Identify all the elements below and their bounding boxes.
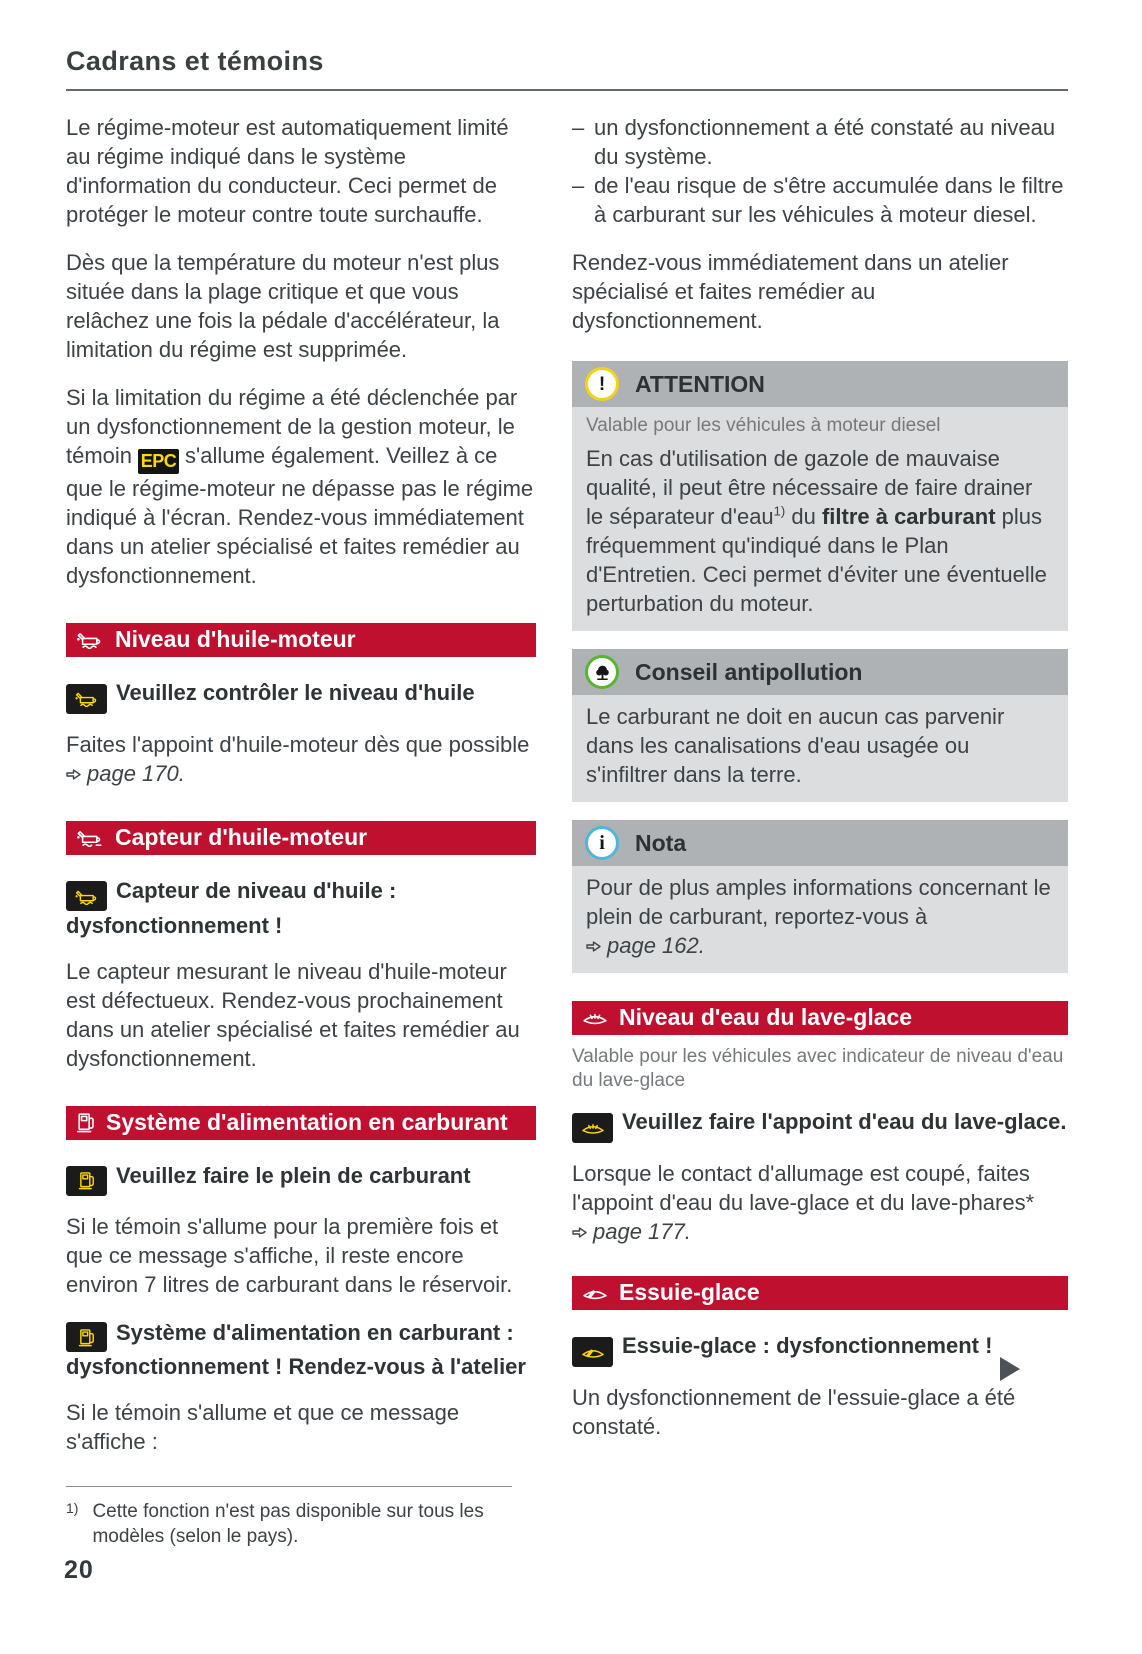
note-title: Nota — [635, 829, 687, 856]
page-reference-text: page 177. — [593, 1219, 691, 1244]
epc-warning-lamp-icon: EPC — [138, 449, 179, 474]
note-text: Pour de plus amples informations concernant le plein de carburant, reportez-vous à — [586, 875, 1051, 929]
page-reference-arrow-icon — [572, 1226, 588, 1241]
oil-can-telltale-icon — [66, 881, 107, 911]
attention-box — [572, 361, 1068, 631]
page-title: Cadrans et témoins — [66, 46, 324, 76]
page-reference-text: page 170. — [87, 760, 185, 786]
paragraph: Le régime-moteur est automatiquement limité au régime indiqué dans le système d'information du conducteur. Ceci permet de protéger le moteur contre toute surchauffe. — [66, 115, 509, 227]
eco-tip-title: Conseil antipollution — [635, 658, 863, 685]
eco-tree-icon — [585, 655, 619, 689]
paragraph: Si le témoin s'allume et que ce message s'affiche : — [66, 1400, 460, 1454]
warning-message-text: Essuie-glace : dysfonctionnement ! — [622, 1333, 993, 1358]
page-number: 20 — [64, 1556, 94, 1584]
attention-text: plus fréquemment qu'indiqué dans le Plan d'Entretien. Ceci permet d'éviter une éventuelle perturbation du moteur. — [586, 504, 1047, 616]
attention-body — [572, 407, 1068, 631]
list-item — [572, 113, 1068, 171]
footnote-reference: 1) — [773, 503, 786, 519]
note-box — [572, 820, 1068, 973]
eco-tip-header — [572, 649, 1068, 695]
warning-message — [66, 678, 536, 714]
list-item-text: un dysfonctionnement a été constaté au niveau du système. — [594, 115, 1056, 169]
section-banner-washer-fluid — [572, 1001, 1068, 1035]
wiper-icon — [582, 1284, 608, 1302]
paragraph-text: Si la limitation du régime a été déclenchée par un dysfonctionnement de la gestion moteur, le témoin — [66, 385, 518, 468]
paragraph: Si le témoin s'allume pour la première fois et que ce message s'affiche, il reste encore environ 7 litres de carburant dans le réservoir. — [66, 1213, 513, 1297]
page-reference — [572, 1217, 1068, 1246]
warning-message-text: Capteur de niveau d'huile : dysfonctionnement ! — [66, 877, 397, 938]
oil-can-icon — [76, 630, 104, 649]
two-column-layout — [66, 113, 1068, 1475]
paragraph: Un dysfonctionnement de l'essuie-glace a été constaté. — [572, 1385, 1016, 1439]
paragraph — [66, 383, 536, 590]
paragraph-text: Faites l'appoint d'huile-moteur dès que possible — [66, 731, 530, 757]
list-item — [572, 171, 1068, 229]
attention-text: du — [785, 504, 822, 529]
attention-text-bold: filtre à carburant — [821, 504, 996, 529]
warning-message — [66, 1161, 536, 1196]
validity-note: Valable pour les véhicules à moteur diesel — [586, 415, 941, 436]
footnote — [66, 1486, 512, 1549]
eco-tip-box — [572, 649, 1068, 802]
wiper-telltale-icon — [572, 1337, 613, 1367]
left-column — [66, 113, 536, 1475]
page-reference-arrow-icon — [66, 768, 82, 783]
footnote-marker: 1) — [66, 1500, 79, 1516]
warning-message-text: Veuillez contrôler le niveau d'huile — [116, 680, 475, 705]
fuel-pump-icon — [76, 1112, 95, 1133]
paragraph-text: s'allume également. Veillez à ce que le régime-moteur ne dépasse pas le régime indiqué à l'écran. Rendez-vous immédiatement dans un atelier spécialisé et faites remédier au dysfonctionnement. — [66, 443, 534, 588]
bullet-list — [572, 113, 1068, 229]
page-reference — [586, 931, 1054, 960]
paragraph — [66, 730, 536, 788]
paragraph: Rendez-vous immédiatement dans un atelier spécialisé et faites remédier au dysfonctionnement. — [572, 250, 1009, 333]
section-banner-wiper — [572, 1276, 1068, 1310]
attention-title: ATTENTION — [635, 370, 765, 397]
attention-text: En cas d'utilisation de gazole de mauvaise qualité, il peut être nécessaire de faire drainer le séparateur d'eau — [586, 446, 1033, 529]
info-icon: i — [585, 826, 619, 860]
banner-label: Niveau d'huile-moteur — [115, 626, 356, 652]
paragraph-text: Lorsque le contact d'allumage est coupé, faites l'appoint d'eau du lave-glace et du lave-phares* — [572, 1161, 1035, 1215]
fuel-pump-telltale-icon — [66, 1322, 107, 1352]
paragraph: Dès que la température du moteur n'est plus située dans la plage critique et que vous relâchez une fois la pédale d'accélérateur, la limitation du régime est supprimée. — [66, 250, 500, 362]
washer-fluid-icon — [582, 1009, 608, 1027]
paragraph: Le capteur mesurant le niveau d'huile-moteur est défectueux. Rendez-vous prochainement dans un atelier spécialisé et faites remédier au dysfonctionnement. — [66, 959, 520, 1071]
note-header — [572, 820, 1068, 866]
washer-fluid-telltale-icon — [572, 1113, 613, 1143]
section-banner-fuel-system — [66, 1106, 536, 1140]
banner-label: Capteur d'huile-moteur — [115, 823, 368, 850]
banner-label: Système d'alimentation en carburant — [106, 1109, 508, 1135]
dash-marker: – — [572, 173, 585, 198]
warning-exclamation-icon: ! — [585, 367, 619, 401]
warning-message — [572, 1107, 1068, 1143]
note-body — [572, 866, 1068, 973]
warning-message-text: Système d'alimentation en carburant : dysfonctionnement ! Rendez-vous à l'atelier — [66, 1319, 526, 1379]
page-reference-text: page 162. — [607, 933, 705, 958]
page-reference — [66, 759, 536, 788]
footnote-text: Cette fonction n'est pas disponible sur tous les modèles (selon le pays). — [92, 1501, 484, 1547]
page-reference-arrow-icon — [586, 940, 602, 955]
footnote-divider — [66, 1486, 512, 1487]
banner-label: Niveau d'eau du lave-glace — [619, 1004, 913, 1030]
warning-message-text: Veuillez faire le plein de carburant — [116, 1163, 471, 1188]
oil-can-sensor-icon — [76, 828, 104, 847]
oil-can-telltale-icon — [66, 684, 107, 714]
title-divider — [66, 89, 1068, 91]
attention-header — [572, 361, 1068, 407]
warning-message — [66, 876, 536, 942]
dash-marker: – — [572, 115, 585, 140]
fuel-pump-telltale-icon — [66, 1166, 107, 1196]
section-banner-oil-sensor — [66, 821, 536, 855]
warning-message — [66, 1318, 536, 1383]
warning-message — [572, 1331, 1068, 1367]
list-item-text: de l'eau risque de s'être accumulée dans le filtre à carburant sur les véhicules à moteur diesel. — [594, 173, 1064, 227]
paragraph — [572, 1159, 1068, 1246]
validity-note: Valable pour les véhicules avec indicateur de niveau d'eau du lave-glace — [572, 1046, 1064, 1091]
right-column — [572, 113, 1068, 1475]
eco-tip-body: Le carburant ne doit en aucun cas parvenir dans les canalisations d'eau usagée ou s'infiltrer dans la terre. — [572, 695, 1068, 802]
warning-message-text: Veuillez faire l'appoint d'eau du lave-glace. — [622, 1109, 1067, 1134]
banner-label: Essuie-glace — [619, 1279, 760, 1305]
page-continues-arrow-icon — [1000, 1357, 1020, 1381]
section-banner-oil-level — [66, 623, 536, 657]
